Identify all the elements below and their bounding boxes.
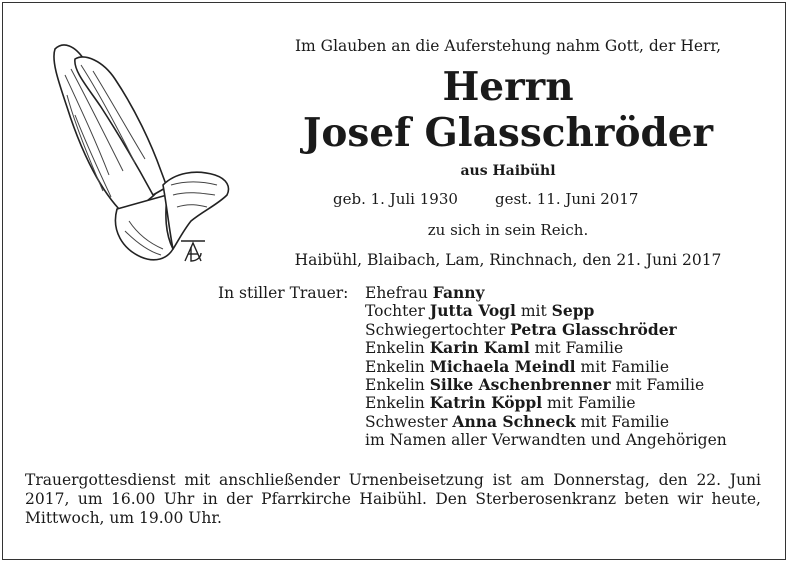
salutation: Herrn	[442, 64, 574, 110]
praying-hands-icon	[45, 35, 235, 271]
monogram-icon	[181, 241, 205, 261]
mourner-line: Schwester Anna Schneck mit Familie	[365, 411, 670, 431]
origin-line: aus Haibühl	[460, 163, 556, 179]
mourner-line: Tochter Jutta Vogl mit Sepp	[365, 301, 595, 321]
taken-home-line: zu sich in sein Reich.	[427, 221, 589, 239]
mourner-line: im Namen aller Verwandten und Angehörigen	[365, 431, 727, 450]
places-date-line: Haibühl, Blaibach, Lam, Rinchnach, den 21. Juni 2017	[294, 251, 722, 269]
mourners-list	[365, 284, 727, 450]
mourner-line: Enkelin Michaela Meindl mit Familie	[365, 356, 670, 376]
mourner-line: Enkelin Karin Kaml mit Familie	[365, 338, 624, 358]
mourner-line: Enkelin Katrin Köppl mit Familie	[365, 393, 636, 413]
service-announcement: Trauergottesdienst mit anschließender Urnenbeisetzung ist am Donnerstag, den 22. Juni 2017, um 16.00 Uhr in der Pfarrkirche Haibühl. Den Sterberosenkranz beten wir heute, Mittwoch, um 19.00 Uhr.	[25, 471, 761, 527]
intro-line: Im Glauben an die Auferstehung nahm Gott, der Herr,	[294, 37, 722, 55]
death-date: gest. 11. Juni 2017	[495, 190, 639, 208]
mourner-line: Ehefrau Fanny	[365, 283, 485, 302]
birth-date: geb. 1. Juli 1930	[333, 190, 458, 208]
mourner-line: Enkelin Silke Aschenbrenner mit Familie	[365, 375, 705, 395]
mourning-label: In stiller Trauer:	[218, 284, 349, 302]
mourner-line: Schwiegertochter Petra Glasschröder	[365, 319, 677, 339]
obituary-frame	[2, 2, 786, 560]
deceased-name: Josef Glasschröder	[302, 110, 714, 156]
